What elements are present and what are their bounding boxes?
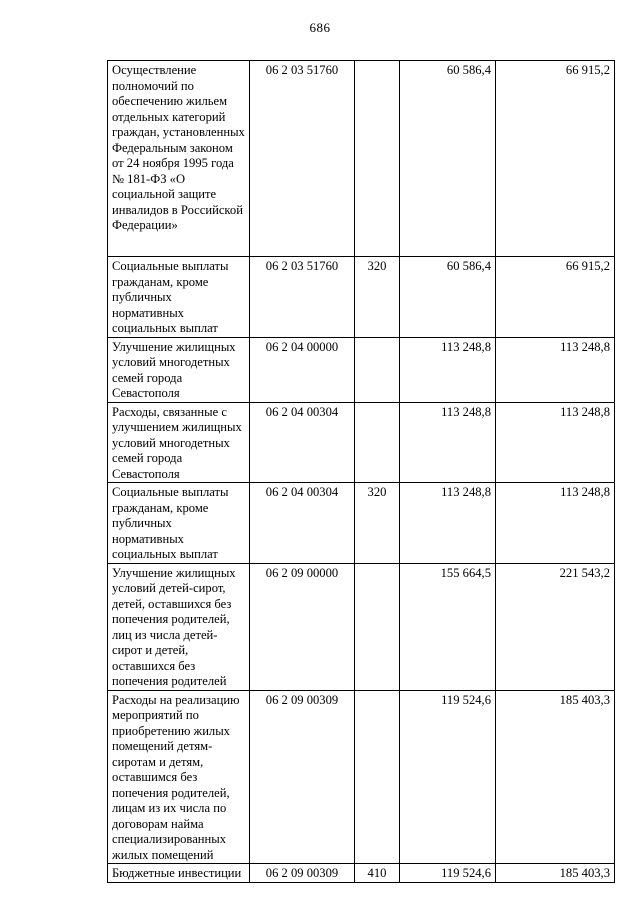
row-name: Расходы, связанные с улучшением жилищных условий многодетных семей города Севастополя xyxy=(108,402,250,483)
row-value-2: 185 403,3 xyxy=(496,690,615,864)
row-value-1: 60 586,4 xyxy=(400,257,496,338)
row-expense-type xyxy=(355,337,400,402)
row-value-1: 60 586,4 xyxy=(400,61,496,257)
row-expense-type: 410 xyxy=(355,864,400,883)
row-code: 06 2 04 00304 xyxy=(250,483,355,564)
row-expense-type: 320 xyxy=(355,483,400,564)
row-value-1: 119 524,6 xyxy=(400,690,496,864)
row-value-1: 119 524,6 xyxy=(400,864,496,883)
row-code: 06 2 04 00304 xyxy=(250,402,355,483)
row-value-1: 155 664,5 xyxy=(400,563,496,690)
row-name: Расходы на реализацию мероприятий по приобретению жилых помещений детям-сиротам и детям, оставшимся без попечения родителей, лицам из их числа по договорам найма специализированных жилых помещений xyxy=(108,690,250,864)
row-expense-type xyxy=(355,402,400,483)
row-value-2: 185 403,3 xyxy=(496,864,615,883)
row-name: Социальные выплаты гражданам, кроме публичных нормативных социальных выплат xyxy=(108,483,250,564)
row-value-2: 113 248,8 xyxy=(496,337,615,402)
table-row xyxy=(108,257,615,338)
table-row xyxy=(108,864,615,883)
row-value-1: 113 248,8 xyxy=(400,337,496,402)
table-row xyxy=(108,483,615,564)
row-name: Бюджетные инвестиции xyxy=(108,864,250,883)
row-name: Улучшение жилищных условий многодетных семей города Севастополя xyxy=(108,337,250,402)
row-code: 06 2 09 00309 xyxy=(250,690,355,864)
row-value-2: 66 915,2 xyxy=(496,257,615,338)
table-row xyxy=(108,337,615,402)
row-value-2: 66 915,2 xyxy=(496,61,615,257)
table-row xyxy=(108,61,615,257)
row-code: 06 2 09 00309 xyxy=(250,864,355,883)
row-code: 06 2 09 00000 xyxy=(250,563,355,690)
table-row xyxy=(108,690,615,864)
table-row xyxy=(108,402,615,483)
row-name: Осуществление полномочий по обеспечению жильем отдельных категорий граждан, установленных Федеральным законом от 24 ноября 1995 года № 181-ФЗ «О социальной защите инвалидов в Российской Федерации» xyxy=(108,61,250,257)
row-value-2: 113 248,8 xyxy=(496,402,615,483)
table-row xyxy=(108,563,615,690)
row-code: 06 2 03 51760 xyxy=(250,61,355,257)
row-expense-type xyxy=(355,61,400,257)
page-number: 686 xyxy=(309,20,331,35)
row-value-1: 113 248,8 xyxy=(400,402,496,483)
row-expense-type: 320 xyxy=(355,257,400,338)
row-value-1: 113 248,8 xyxy=(400,483,496,564)
row-value-2: 221 543,2 xyxy=(496,563,615,690)
row-code: 06 2 03 51760 xyxy=(250,257,355,338)
row-name: Улучшение жилищных условий детей-сирот, детей, оставшихся без попечения родителей, лиц из числа детей-сирот и детей, оставшихся без попечения родителей xyxy=(108,563,250,690)
row-expense-type xyxy=(355,563,400,690)
row-value-2: 113 248,8 xyxy=(496,483,615,564)
budget-table xyxy=(107,60,615,883)
row-code: 06 2 04 00000 xyxy=(250,337,355,402)
row-name: Социальные выплаты гражданам, кроме публичных нормативных социальных выплат xyxy=(108,257,250,338)
row-expense-type xyxy=(355,690,400,864)
